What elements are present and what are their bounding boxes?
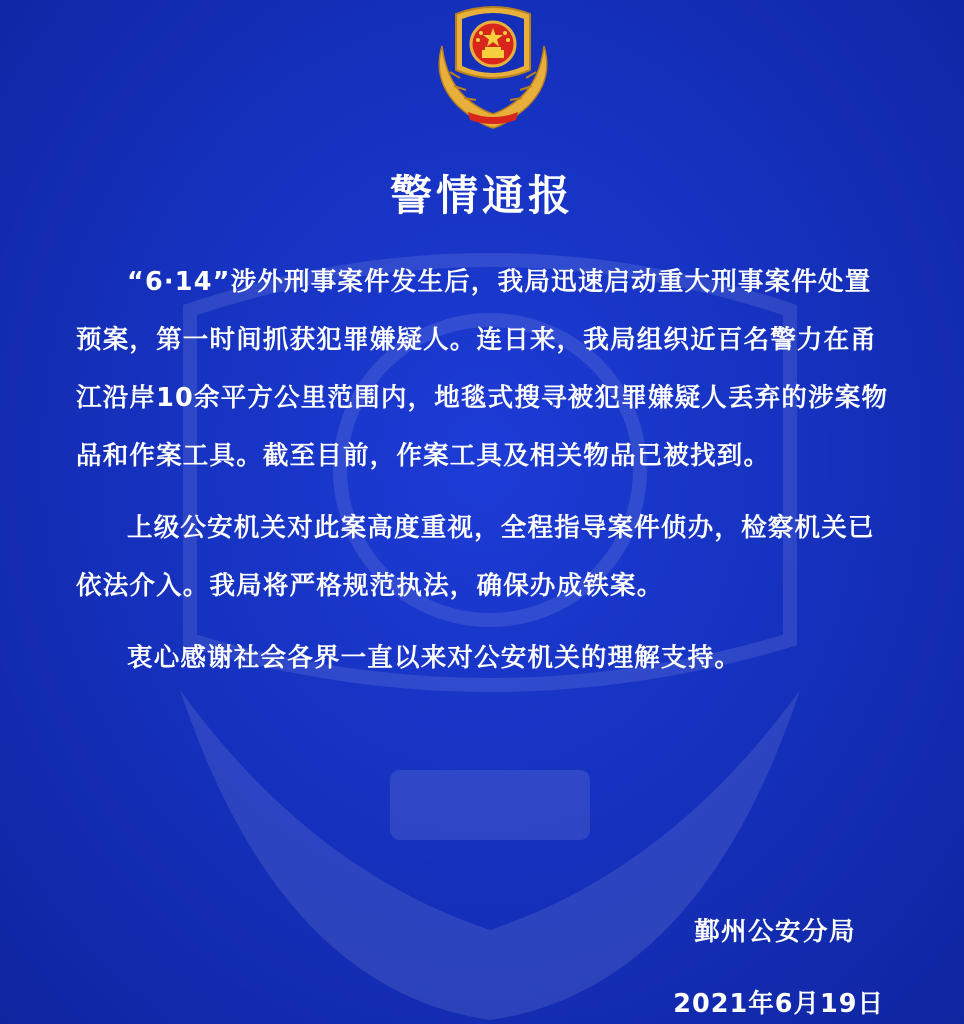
- police-emblem-icon: [428, 2, 558, 130]
- issue-date: 2021年6月19日: [673, 989, 884, 1019]
- notice-body: [76, 253, 896, 701]
- notice-paragraph: 衷心感谢社会各界一直以来对公安机关的理解支持。: [127, 643, 742, 673]
- notice-title: 警情通报: [389, 171, 574, 220]
- notice-paragraph: 上级公安机关对此案高度重视，全程指导案件侦办，检察机关已依法介入。我局将严格规范执法，确保办成铁案。: [76, 513, 875, 601]
- issuer-signature: 鄞州公安分局: [693, 917, 856, 947]
- notice-paragraph: “6·14”涉外刑事案件发生后，我局迅速启动重大刑事案件处置预案，第一时间抓获犯罪嫌疑人。连日来，我局组织近百名警力在甬江沿岸10余平方公里范围内，地毯式搜寻被犯罪嫌疑人丢弃的涉案物品和作案工具。截至目前，作案工具及相关物品已被找到。: [76, 267, 889, 471]
